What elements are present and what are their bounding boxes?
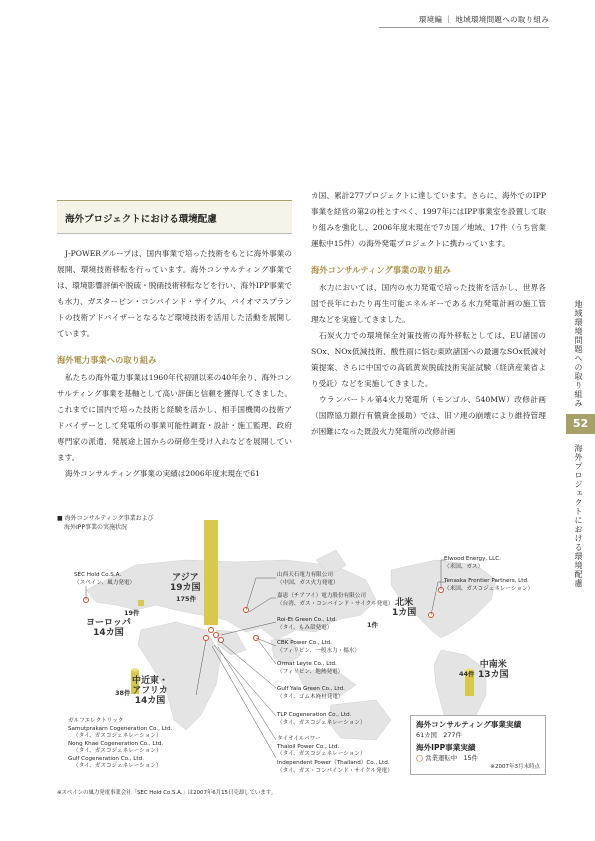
- marker-thailand-4: [204, 636, 209, 641]
- marker-thailand-2: [214, 633, 219, 638]
- pillar-europe: [138, 600, 144, 606]
- region-mideast: 中近東・ アフリカ 14カ国: [132, 676, 169, 706]
- count-mideast: 38件: [115, 689, 131, 697]
- project-thaioil: タイオイルパワー Thaioil Power Co., Ltd. （タイ、ガスコジェネレーション）: [277, 736, 366, 757]
- project-tlp: TLP Cogeneration Co., Ltd. （タイ、ガスコジェネレーション）: [277, 712, 366, 726]
- section-title: 海外プロジェクトにおける環境配慮: [57, 200, 292, 234]
- page-number: 52: [566, 414, 595, 434]
- breadcrumb: 環境編 ｜ 地域環境問題への取り組み: [418, 15, 549, 24]
- side-tab-lower: 海外プロジェクトにおける環境配慮: [574, 444, 583, 588]
- region-namerica: 北米 1カ国: [392, 598, 417, 618]
- right-paragraph-3: ウランバートル第4火力発電所（モンゴル、540MW）改修計画（国際協力銀行有償資金援助）では、旧ソ連の崩壊により維持管理が困難になった既設火力発電所の改修計画: [311, 395, 546, 436]
- right-paragraph-2: 石炭火力での環境保全対策技術の海外移転としては、EU諸国のSOx、NOx低減技術、酸性雨に悩む東欧諸国への最適なSOx低減対策提案、さらに中国での高硫黄炭脱硫技術実証試験（経済産業省より受託）などを実施してきました。: [311, 331, 546, 388]
- summary-consulting-value: 61カ国 277件: [416, 731, 462, 739]
- map-caption: ■ 海外コンサルティング事業および 海外IPP事業の実施状況: [57, 515, 154, 531]
- header-rule: [379, 27, 549, 28]
- project-kaisei: 嘉恵（チアフイ）電力股份有限公司 （台湾、ガス・コンバインド・サイクル発電）: [277, 593, 394, 607]
- region-europe: ヨーロッパ 14カ国: [86, 618, 131, 638]
- project-roiet: Roi-Et Green Co., Ltd. （タイ、もみ殻発電）: [277, 617, 338, 631]
- summary-date: ※2007年3月末時点: [490, 764, 540, 770]
- summary-consulting-title: 海外コンサルティング事業実績: [416, 720, 522, 729]
- right-column: [311, 188, 546, 440]
- marker-thailand-3: [219, 638, 224, 643]
- marker-legend-icon: ◯: [416, 754, 424, 762]
- count-namerica: 1件: [367, 621, 379, 629]
- side-tab-upper: 地域環境問題への取り組み: [574, 300, 583, 408]
- project-cbk: CBK Power Co., Ltd. （フィリピン、一般水力・揚水）: [277, 640, 361, 654]
- subhead-consulting: 海外コンサルティング事業の取り組み: [311, 265, 451, 275]
- pillar-asia: [204, 520, 218, 625]
- summary-box: [410, 715, 546, 775]
- right-paragraph-0: カ国、累計277プロジェクトに達しています。さらに、海外でのIPP事業を経営の第2の柱とすべく、1997年にはIPP事業室を設置して取り組みを強化し、2006年度末現在で7カ国／地域、17件（うち営業運転中15件）の海外発電プロジェクトに携わっています。: [311, 191, 546, 248]
- count-samerica: 44件: [459, 670, 475, 678]
- left-column: [57, 200, 292, 482]
- count-europe: 19件: [124, 609, 140, 617]
- side-tab: [566, 0, 595, 841]
- intro-paragraph: J-POWERグループは、国内事業で培った技術をもとに海外事業の展開、環境技術移転を行っています。海外コンサルティング事業では、環境影響評価や脱硫・脱硝技術移転などを行い、海外IPP事業でも水力、ガスタービン・コンバインド・サイクル、バイオマスプラントの技術アドバイザーとなるなど環境技術を活用した活動を展開しています。: [57, 249, 292, 338]
- project-gulfyala: Gulf Yala Green Co., Ltd. （タイ、ゴム木廃材発電）: [277, 686, 345, 700]
- right-paragraph-1: 水力においては、国内の水力発電で培った技術を活かし、世界各国で長年にわたり再生可能エネルギーである水力発電計画の施工管理などを実施してきました。: [311, 283, 546, 324]
- project-shanxi: 山西天石電力有限公司 （中国、ガス火力発電）: [277, 572, 339, 586]
- project-ormat: Ormat Leyte Co., Ltd. （フィリピン、地熱発電）: [277, 661, 344, 675]
- summary-ipp-value: ◯ 営業運転中 15件: [416, 754, 479, 762]
- summary-ipp-title: 海外IPP事業実績: [416, 743, 476, 752]
- project-sec: SEC Hold Co.S.A. （スペイン、風力発電）: [74, 572, 136, 586]
- project-ipt: Independent Power（Thailand）Co., Ltd. （タイ、ガス・コンバインド・サイクル発電）: [277, 760, 393, 774]
- region-asia: アジア 19カ国: [170, 573, 201, 593]
- project-gulf-electric: ガルフエレクトリック Samutprakarn Cogeneration Co., Ltd. （タイ、ガスコジェネレーション） Nong Khae Cogeneration Co., Ltd. （タイ、ガスコジェネレーション） Gulf Cogeneration Co., Ltd. （タイ、ガスコジェネレーション）: [68, 718, 173, 769]
- region-samerica: 中南米 13カ国: [478, 660, 509, 680]
- project-elwood: Elwood Energy, LLC. （米国、ガス）: [444, 556, 501, 570]
- footnote: ※スペインの風力発電事業会社「SEC Hold Co.S.A.」は2007年6月15日売却しています。: [57, 790, 277, 796]
- paragraph-2: 海外コンサルティング事業の実績は2006年度末現在で61: [65, 469, 260, 478]
- paragraph-1: 私たちの海外電力事業は1960年代初頭以来の40年余り、海外コンサルティング事業を基軸として高い評価と信頼を獲得してきました。これまでに国内で培った技術と経験を活かし、相手国機関の技術アドバイザーとして発電所の事業可能性調査・設計・施工監理、政府専門家の派遣、発展途上国からの研修生受け入れなどを展開しています。: [57, 373, 292, 462]
- count-asia: 175件: [176, 595, 197, 603]
- subhead-overseas-power: 海外電力事業への取り組み: [57, 355, 157, 365]
- marker-thailand-1: [209, 628, 214, 633]
- page-header: [0, 0, 595, 40]
- project-tenaska: Tenaska Frontier Partners, Ltd. （米国、ガスコジェネレーション）: [444, 578, 534, 592]
